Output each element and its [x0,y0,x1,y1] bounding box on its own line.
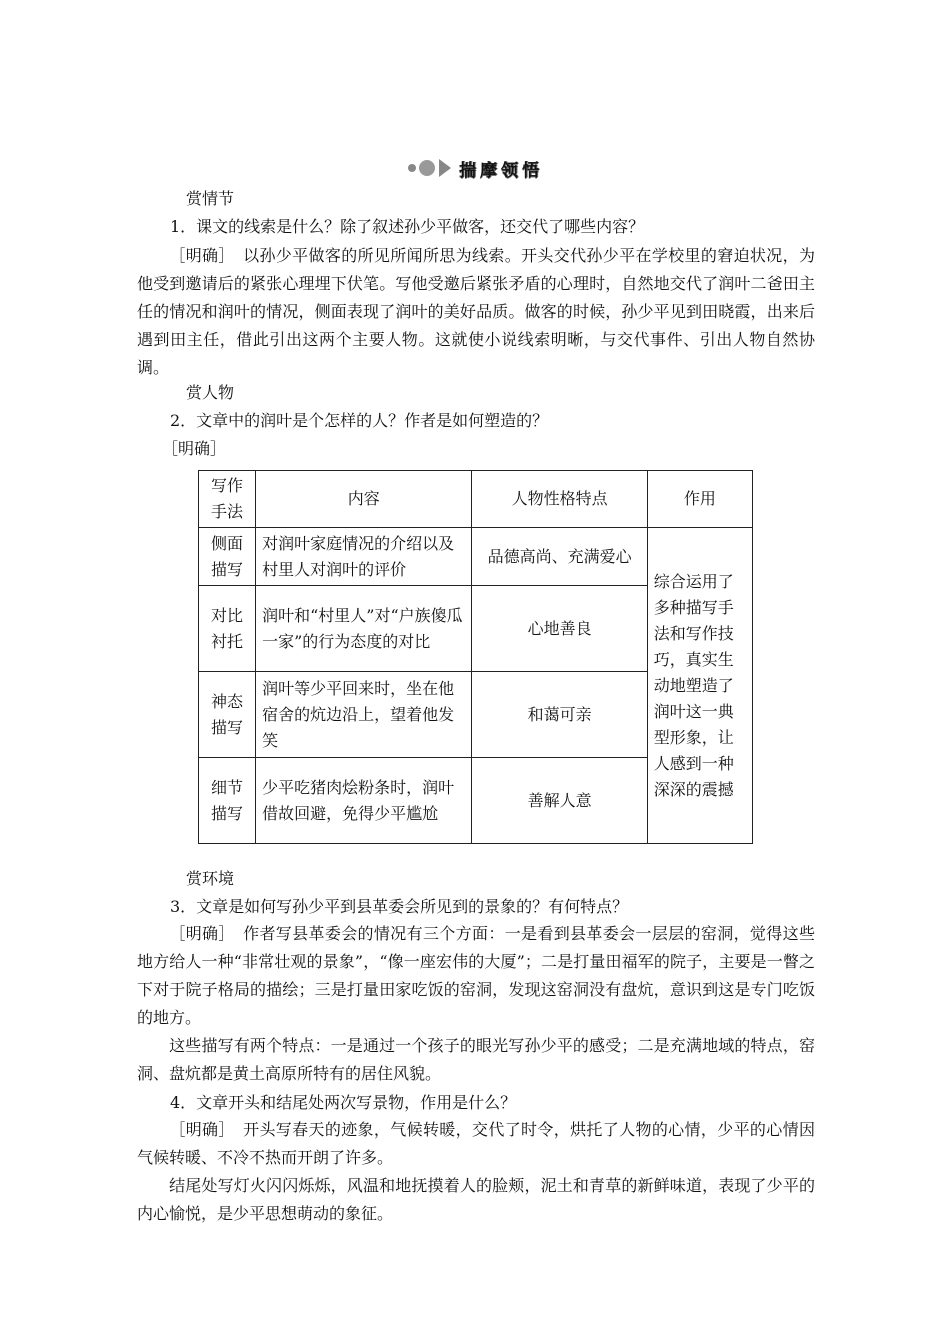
trait-cell: 和蔼可亲 [472,672,647,758]
section-heading-plot: 赏情节 [186,189,235,208]
character-table [198,470,753,844]
question-3: 3．文章是如何写孙少平到县革委会所见到的景象的？有何特点？ [170,897,629,916]
table-header-cell: 写作手法 [199,471,256,528]
method-cell: 对比衬托 [199,586,256,672]
answer-3-text-2: 这些描写有两个特点：一是通过一个孩子的眼光写孙少平的感受；二是充满地域的特点，窑洞、盘炕都是黄土高原所特有的居住风貌。 [137,1036,815,1083]
table-header-cell: 作用 [647,471,752,528]
arrow-right-icon [439,159,451,177]
trait-cell: 品德高尚、充满爱心 [472,528,647,586]
answer-4-continued [137,1172,815,1228]
method-cell: 侧面描写 [199,528,256,586]
trait-cell: 善解人意 [472,758,647,844]
method-cell: 神态描写 [199,672,256,758]
question-4: 4．文章开头和结尾处两次写景物，作用是什么？ [170,1093,517,1112]
answer-tag: ［明确］ [169,1120,227,1139]
content-cell: 润叶等少平回来时，坐在他宿舍的炕边沿上，望着他发笑 [256,672,472,758]
answer-4 [137,1116,815,1172]
answer-4-text-2: 结尾处写灯火闪闪烁烁，风温和地抚摸着人的脸颊，泥土和青草的新鲜味道，表现了少平的内心愉悦，是少平思想萌动的象征。 [137,1176,815,1223]
content-cell: 少平吃猪肉烩粉条时，润叶借故回避，免得少平尴尬 [256,758,472,844]
trait-cell: 心地善良 [472,586,647,672]
section-banner [408,156,543,180]
effect-cell: 综合运用了多种描写手法和写作技巧，真实生动地塑造了润叶这一典型形象，让人感到一种深深的震撼 [647,528,752,844]
table-row [199,528,753,586]
content-cell: 润叶和“村里人”对“户族傻瓜一家”的行为态度的对比 [256,586,472,672]
banner-title: 揣摩领悟 [459,160,543,181]
answer-3 [137,920,815,1032]
answer-tag: ［明确］ [162,439,227,458]
question-1: 1．课文的线索是什么？除了叙述孙少平做客，还交代了哪些内容？ [170,217,645,236]
table-header-cell: 内容 [256,471,472,528]
section-heading-setting: 赏环境 [186,869,235,888]
dot-small-icon [408,164,416,172]
section-heading-character: 赏人物 [186,383,235,402]
answer-1-text: 以孙少平做客的所见所闻所思为线索。开头交代孙少平在学校里的窘迫状况，为他受到邀请后的紧张心理埋下伏笔。写他受邀后紧张矛盾的心理时，自然地交代了润叶二爸田主任的情况和润叶的情况，侧面表现了润叶的美好品质。做客的时候，孙少平见到田晓霞，出来后遇到田主任，借此引出这两个主要人物。这就使小说线索明晰，与交代事件、引出人物自然协调。 [137,246,815,377]
answer-tag: ［明确］ [169,246,227,265]
table-header-row [199,471,753,528]
dot-large-icon [419,160,435,176]
answer-4-text: 开头写春天的迹象，气候转暖，交代了时令，烘托了人物的心情，少平的心情因气候转暖、不冷不热而开朗了许多。 [137,1120,815,1167]
answer-tag: ［明确］ [169,924,227,943]
answer-1 [137,242,815,382]
answer-3-text: 作者写县革委会的情况有三个方面：一是看到县革委会一层层的窑洞，觉得这些地方给人一种“非常壮观的景象”，“像一座宏伟的大厦”；二是打量田福军的院子，主要是一瞥之下对于院子格局的描绘；三是打量田家吃饭的窑洞，发现这窑洞没有盘炕，意识到这是专门吃饭的地方。 [137,924,815,1027]
answer-3-continued [137,1032,815,1088]
table-header-cell: 人物性格特点 [472,471,647,528]
content-cell: 对润叶家庭情况的介绍以及村里人对润叶的评价 [256,528,472,586]
method-cell: 细节描写 [199,758,256,844]
question-2: 2．文章中的润叶是个怎样的人？作者是如何塑造的？ [170,411,549,430]
